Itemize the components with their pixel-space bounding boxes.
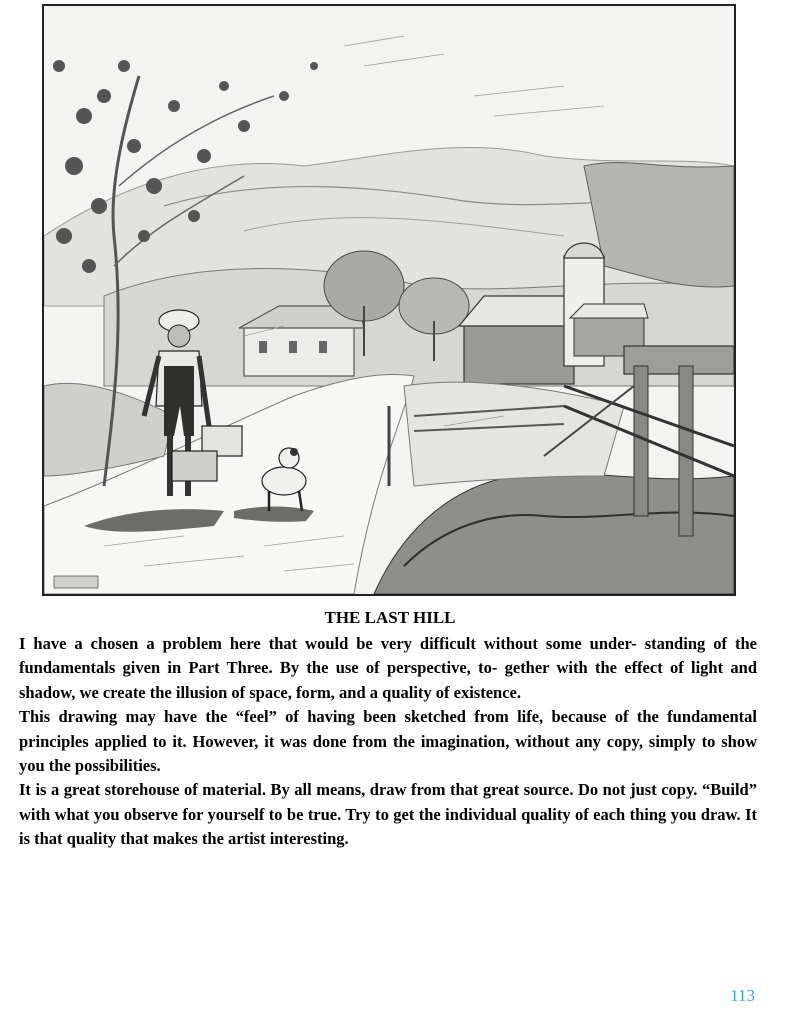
paragraph-2: This drawing may have the “feel” of having been sketched from life, because of the fundamental principles applied to it. However, it was done from the imagination, without any copy, simply to show you the possibilities. xyxy=(19,707,757,776)
body-text xyxy=(19,632,757,852)
farm-landscape-sketch xyxy=(44,6,734,594)
figure-caption: THE LAST HILL xyxy=(324,608,456,627)
pencil-sketch-illustration xyxy=(42,4,736,596)
paragraph-3: It is a great storehouse of material. By all means, draw from that great source. Do not just copy. “Build” with what you observe for yourself to be true. Try to get the individual quality of each thing you draw. It is that quality that makes the artist interesting. xyxy=(19,780,757,849)
paragraph-1: I have a chosen a problem here that would be very difficult without some under- standing of the fundamentals given in Part Three. By the use of perspective, to- gether with the effect of light and shadow, we create the illusion of space, form, and a quality of existence. xyxy=(19,634,757,702)
page-number: 113 xyxy=(730,986,755,1005)
